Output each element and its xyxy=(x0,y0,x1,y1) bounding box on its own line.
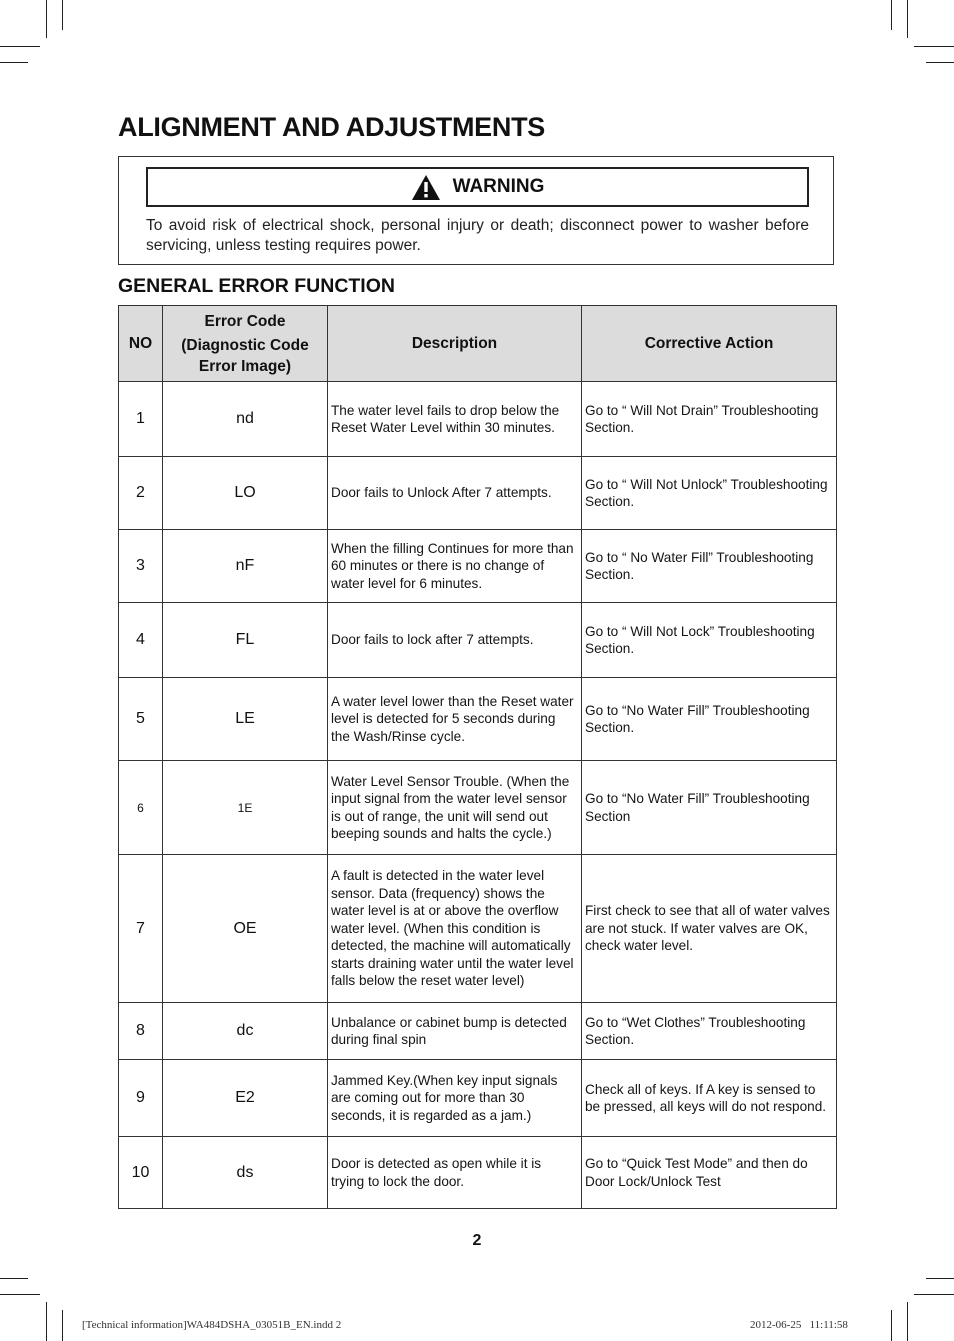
table-row xyxy=(119,457,837,530)
header-corrective-action: Corrective Action xyxy=(582,306,837,382)
warning-header xyxy=(146,167,809,207)
row-no: 3 xyxy=(119,530,163,603)
row-corrective-action: Go to “ No Water Fill” Troubleshooting Section. xyxy=(582,530,837,603)
table-row xyxy=(119,603,837,678)
row-error-code: OE xyxy=(163,855,328,1003)
row-corrective-action: Go to “ Will Not Drain” Troubleshooting Section. xyxy=(582,382,837,457)
table-row xyxy=(119,761,837,855)
crop-mark xyxy=(891,0,892,30)
row-error-code: nd xyxy=(163,382,328,457)
row-error-code: LE xyxy=(163,678,328,761)
row-description: Door fails to lock after 7 attempts. xyxy=(328,603,582,678)
row-no: 9 xyxy=(119,1060,163,1137)
error-table xyxy=(118,305,837,1209)
table-row xyxy=(119,530,837,603)
row-no: 2 xyxy=(119,457,163,530)
row-no: 1 xyxy=(119,382,163,457)
row-description: A water level lower than the Reset water level is detected for 5 seconds during the Wash/Rinse cycle. xyxy=(328,678,582,761)
row-description: The water level fails to drop below the Reset Water Level within 30 minutes. xyxy=(328,382,582,457)
row-description: A fault is detected in the water level sensor. Data (frequency) shows the water level is at or above the overflow water level. (When this condition is detected, the machine will automatically starts draining water until the water level falls below the reset water level) xyxy=(328,855,582,1003)
crop-mark xyxy=(0,1278,28,1279)
row-error-code: LO xyxy=(163,457,328,530)
row-description: Jammed Key.(When key input signals are coming out for more than 30 seconds, it is regarded as a jam.) xyxy=(328,1060,582,1137)
crop-mark xyxy=(62,0,63,30)
header-error-code xyxy=(163,306,328,382)
page-number: 2 xyxy=(472,1232,482,1249)
row-description: Water Level Sensor Trouble. (When the input signal from the water level sensor is out of range, the unit will send out beeping sounds and halts the cycle.) xyxy=(328,761,582,855)
footer-file-info: [Technical information]WA484DSHA_03051B_EN.indd 2 xyxy=(82,1319,342,1331)
row-description: Door fails to Unlock After 7 attempts. xyxy=(328,457,582,530)
row-error-code: E2 xyxy=(163,1060,328,1137)
crop-mark xyxy=(46,0,47,38)
row-no: 7 xyxy=(119,855,163,1003)
row-corrective-action: Go to “Wet Clothes” Troubleshooting Section. xyxy=(582,1003,837,1060)
table-row xyxy=(119,1003,837,1060)
warning-triangle-icon xyxy=(411,174,441,201)
row-error-code: nF xyxy=(163,530,328,603)
row-corrective-action: Go to “No Water Fill” Troubleshooting Section. xyxy=(582,678,837,761)
row-corrective-action: Go to “ Will Not Lock” Troubleshooting Section. xyxy=(582,603,837,678)
row-no: 5 xyxy=(119,678,163,761)
crop-mark xyxy=(907,1302,908,1341)
row-corrective-action: Go to “Quick Test Mode” and then do Door Lock/Unlock Test xyxy=(582,1137,837,1209)
crop-mark xyxy=(46,1302,47,1341)
crop-mark xyxy=(0,1294,40,1295)
crop-mark xyxy=(62,1310,63,1341)
table-header-row xyxy=(119,306,837,382)
header-description: Description xyxy=(328,306,582,382)
table-row xyxy=(119,678,837,761)
row-description: Door is detected as open while it is trying to lock the door. xyxy=(328,1137,582,1209)
header-error-code-line1: Error Code xyxy=(204,312,286,330)
crop-mark xyxy=(891,1310,892,1341)
row-description: When the filling Continues for more than 60 minutes or there is no change of water level for 6 minutes. xyxy=(328,530,582,603)
row-no: 6 xyxy=(119,761,163,855)
row-error-code: FL xyxy=(163,603,328,678)
table-row xyxy=(119,1060,837,1137)
warning-label: WARNING xyxy=(452,176,545,197)
footer-timestamp: 2012-06-25 11:11:58 xyxy=(750,1319,848,1331)
row-error-code: 1E xyxy=(163,761,328,855)
row-corrective-action: Check all of keys. If A key is sensed to be pressed, all keys will do not respond. xyxy=(582,1060,837,1137)
page-title: ALIGNMENT AND ADJUSTMENTS xyxy=(118,112,545,142)
crop-mark xyxy=(914,46,954,47)
row-error-code: ds xyxy=(163,1137,328,1209)
table-row xyxy=(119,855,837,1003)
section-title: GENERAL ERROR FUNCTION xyxy=(118,275,395,297)
row-error-code: dc xyxy=(163,1003,328,1060)
crop-mark xyxy=(926,62,954,63)
warning-text: To avoid risk of electrical shock, personal injury or death; disconnect power to washer before servicing, unless testing requires power. xyxy=(146,217,809,254)
header-error-code-line2: (Diagnostic Code Error Image) xyxy=(181,336,309,375)
row-corrective-action: Go to “ Will Not Unlock” Troubleshooting Section. xyxy=(582,457,837,530)
row-no: 10 xyxy=(119,1137,163,1209)
row-corrective-action: First check to see that all of water valves are not stuck. If water valves are OK, check water level. xyxy=(582,855,837,1003)
crop-mark xyxy=(0,62,28,63)
row-corrective-action: Go to “No Water Fill” Troubleshooting Section xyxy=(582,761,837,855)
header-no: NO xyxy=(119,306,163,382)
row-description: Unbalance or cabinet bump is detected during final spin xyxy=(328,1003,582,1060)
crop-mark xyxy=(914,1294,954,1295)
crop-mark xyxy=(907,0,908,38)
crop-mark xyxy=(926,1278,954,1279)
crop-mark xyxy=(0,46,40,47)
row-no: 8 xyxy=(119,1003,163,1060)
table-row xyxy=(119,382,837,457)
warning-box xyxy=(118,156,834,265)
row-no: 4 xyxy=(119,603,163,678)
table-row xyxy=(119,1137,837,1209)
